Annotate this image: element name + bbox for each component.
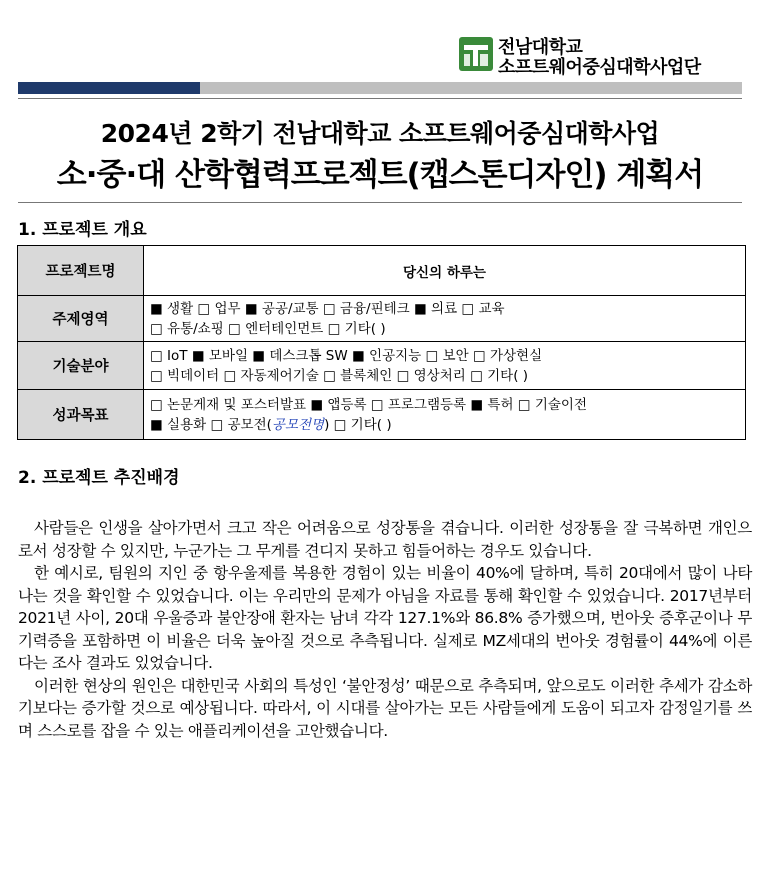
project-overview-table (17, 245, 746, 440)
table-row (18, 296, 746, 342)
tech-field-label: 기술분야 (18, 342, 144, 390)
document-title-line2: 소·중·대 산학협력프로젝트(캡스톤디자인) 계획서 (56, 157, 704, 193)
tech-field-options (144, 342, 746, 390)
theme-area-line1: ■ 생활 □ 업무 ■ 공공/교통 □ 금융/핀테크 ■ 의료 □ 교육 (150, 300, 505, 317)
goal-line2 (150, 415, 739, 435)
theme-area-label: 주제영역 (18, 296, 144, 342)
background-body (18, 517, 752, 742)
document-title-line1: 2024년 2학기 전남대학교 소프트웨어중심대학사업 (100, 119, 660, 148)
header-bar-accent (18, 82, 200, 94)
background-paragraph: 이러한 현상의 원인은 대한민국 사회의 특성인 ‘불안정성’ 때문으로 추측되며, 앞으로도 이러한 추세가 감소하기보다는 증가할 것으로 예상됩니다. 따라서, 이 시대를 살아가는 모든 사람들에게 도움이 되고자 감정일기를 쓰며 스스로를 잡을 수 있는 애플리케이션을 고안했습니다. (18, 676, 752, 740)
university-logo (458, 33, 758, 78)
section2-heading: 2. 프로젝트 추진배경 (18, 468, 180, 488)
background-paragraph: 사람들은 인생을 살아가면서 크고 작은 어려움으로 성장통을 겪습니다. 이러한 성장통을 잘 극복하면 개인으로서 성장할 수 있지만, 누군가는 그 무게를 견디지 못하고 힘들어하는 경우도 있습니다. (18, 519, 752, 560)
goal-line2-prefix: ■ 실용화 □ 공모전( (150, 416, 272, 433)
section1-heading: 1. 프로젝트 개요 (18, 220, 147, 240)
title-divider (18, 202, 742, 203)
table-row (18, 390, 746, 440)
goal-options (144, 390, 746, 440)
header-bar-gray (200, 82, 742, 94)
logo-department-name: 소프트웨어중심대학사업단 (498, 57, 701, 78)
theme-area-options (144, 296, 746, 342)
goal-label: 성과목표 (18, 390, 144, 440)
background-paragraph: 한 예시로, 팀원의 지인 중 항우울제를 복용한 경험이 있는 비율이 40%에 달하며, 특히 20대에서 많이 나타나는 것을 확인할 수 있었습니다. 이는 우리만의 문제가 아님을 자료를 통해 확인할 수 있었습니다. 2017년부터 2021년 사이, 20대 우울증과 불안장애 환자는 남녀 각각 127.1%와 86.8% 증가했으며, 번아웃 증후군이나 무기력증을 포함하면 이 비율은 더욱 높아질 것으로 추측됩니다. 실제로 MZ세대의 번아웃 경험률이 44%에 이른다는 조사 결과도 있었습니다. (18, 564, 752, 672)
tech-field-line2: □ 빅데이터 □ 자동제어기술 □ 블록체인 □ 영상처리 □ 기타( ) (150, 367, 529, 384)
contest-name-placeholder: 공모전명 (271, 416, 325, 433)
table-row (18, 246, 746, 296)
table-row (18, 342, 746, 390)
goal-line1: □ 논문게재 및 포스터발표 ■ 앱등록 □ 프로그램등록 ■ 특허 □ 기술이전 (150, 396, 588, 413)
project-name-label: 프로젝트명 (18, 246, 144, 296)
goal-line2-suffix: ) □ 기타( ) (324, 416, 392, 433)
university-emblem-icon (458, 36, 494, 72)
header-divider (18, 98, 742, 99)
theme-area-line2: □ 유통/쇼핑 □ 엔터테인먼트 □ 기타( ) (150, 320, 386, 337)
logo-university-name: 전남대학교 (498, 37, 583, 58)
tech-field-line1: □ IoT ■ 모바일 ■ 데스크톱 SW ■ 인공지능 □ 보안 □ 가상현실 (150, 347, 543, 364)
project-name-value: 당신의 하루는 (144, 246, 746, 296)
